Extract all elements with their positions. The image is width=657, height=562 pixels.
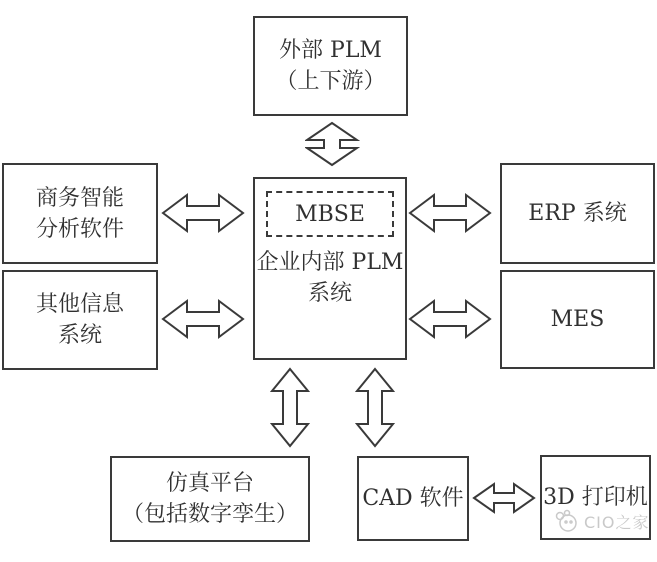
- node-label-line: 其他信息: [35, 292, 124, 317]
- arrow-internal-cad: [355, 367, 395, 448]
- node-label-line: 分析软件: [35, 216, 124, 242]
- node-label-line: MES: [550, 307, 605, 332]
- node-bi-software: [2, 163, 158, 264]
- node-mbse: [266, 191, 394, 237]
- watermark: [554, 509, 650, 533]
- node-label-line: MBSE: [295, 201, 365, 227]
- arrow-bi-internal: [161, 192, 245, 234]
- arrow-internal-simulation: [270, 367, 310, 448]
- node-label-line: 3D 打印机: [543, 485, 648, 510]
- node-other-info-systems: [2, 270, 158, 370]
- node-label-line: CAD 软件: [362, 486, 464, 511]
- arrow-internal-erp: [408, 192, 492, 234]
- arrow-internal-mes: [408, 298, 492, 340]
- node-label-line: （上下游）: [275, 69, 386, 94]
- node-simulation-platform: [110, 456, 310, 542]
- node-erp: [500, 163, 655, 264]
- node-label-line: 外部 PLM: [279, 38, 382, 63]
- cio-panda-logo-icon: [554, 509, 580, 533]
- arrow-external-internal: [305, 121, 360, 167]
- arrow-cad-3dprinter: [472, 481, 536, 515]
- arrow-otherinfo-internal: [161, 298, 245, 340]
- node-label-line: 系统: [57, 323, 102, 348]
- node-label-line: 仿真平台: [165, 471, 254, 496]
- node-label-line: ERP 系统: [528, 201, 627, 226]
- node-label-line: 企业内部 PLM: [256, 250, 404, 275]
- node-label-line: 商务智能: [35, 185, 124, 211]
- node-label-line: （包括数字孪生）: [121, 502, 298, 527]
- node-mes: [500, 270, 655, 369]
- watermark-text: CIO之家: [584, 512, 650, 532]
- node-cad: [357, 456, 469, 541]
- node-label-line: 系统: [307, 281, 352, 306]
- node-external-plm: [253, 16, 408, 116]
- node-internal-plm: [253, 177, 407, 360]
